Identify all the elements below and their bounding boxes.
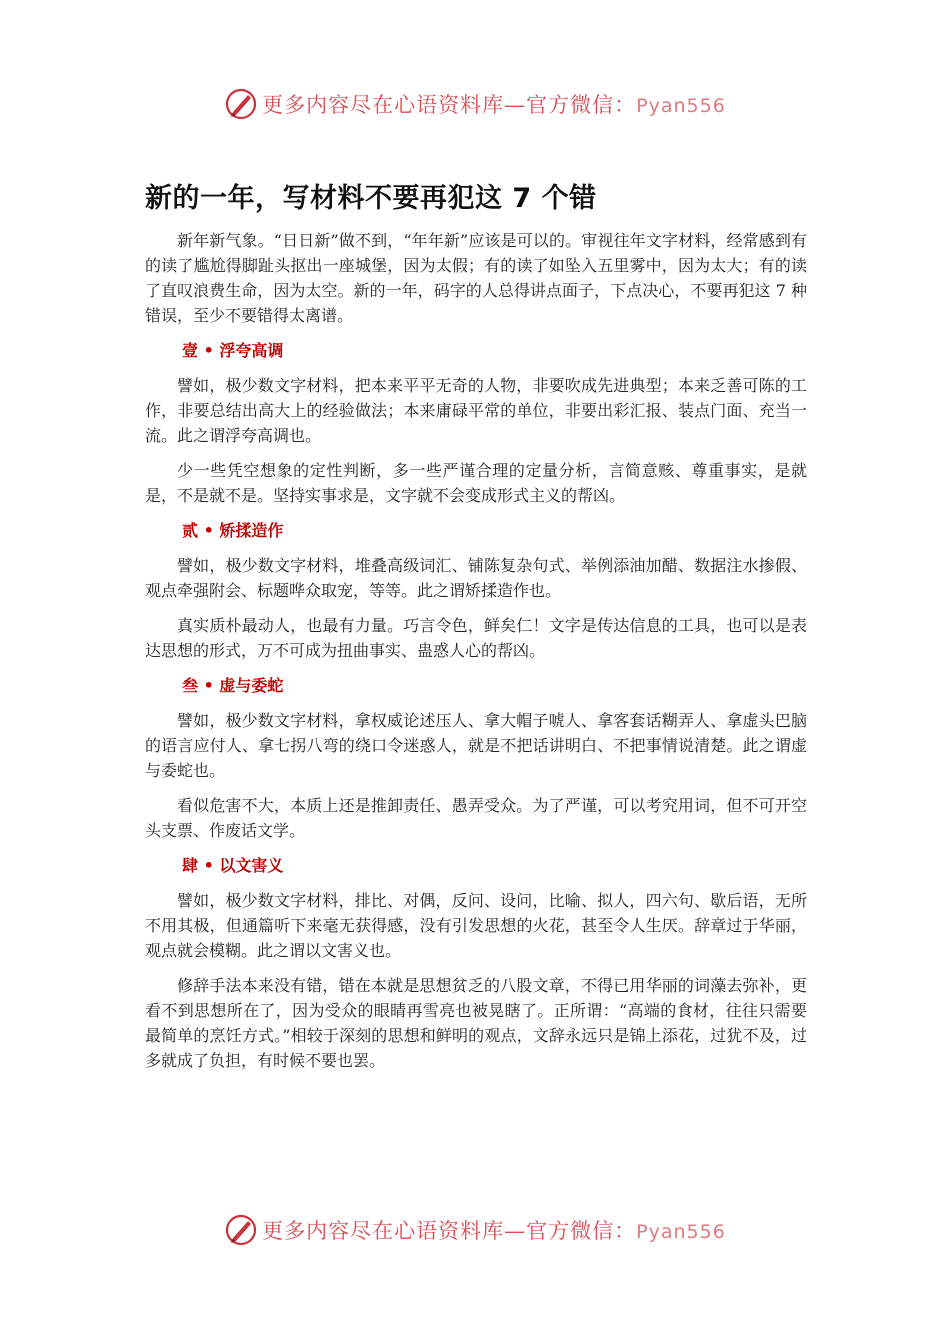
section-1-paragraph-2: 少一些凭空想象的定性判断，多一些严谨合理的定量分析，言简意赅、尊重事实，是就是，不是就不是。坚持实事求是，文字就不会变成形式主义的帮凶。 (145, 461, 807, 505)
banner-text: 更多内容尽在心语资料库—官方微信：Pyan556 (262, 1219, 726, 1243)
banner-text: 更多内容尽在心语资料库—官方微信：Pyan556 (262, 93, 726, 117)
intro-paragraph: 新年新气象。“日日新”做不到，“年年新”应该是可以的。审视往年文字材料，经常感到有的读了尴尬得脚趾头抠出一座城堡，因为太假；有的读了如坠入五里雾中，因为太大；有的读了直叹浪费生命，因为太空。新的一年，码字的人总得讲点面子，下点决心，不要再犯这 7 种错误，至少不要错得太离谱。 (145, 231, 807, 325)
section-3-paragraph-1: 譬如，极少数文字材料，拿权威论述压人、拿大帽子唬人、拿客套话糊弄人、拿虚头巴脑的语言应付人、拿七拐八弯的绕口令迷惑人，就是不把话讲明白、不把事情说清楚。此之谓虚与委蛇也。 (145, 711, 807, 780)
header-banner (0, 82, 950, 126)
pen-logo-icon (224, 87, 258, 121)
pen-logo-icon (224, 1213, 258, 1247)
section-1-paragraph-1: 譬如，极少数文字材料，把本来平平无奇的人物，非要吹成先进典型；本来乏善可陈的工作，非要总结出高大上的经验做法；本来庸碌平常的单位，非要出彩汇报、装点门面、充当一流。此之谓浮夸高调也。 (145, 376, 807, 445)
section-heading-3: 叁 • 虚与委蛇 (182, 676, 284, 695)
section-heading-4: 肆 • 以文害义 (182, 856, 284, 875)
section-heading-1: 壹 • 浮夸高调 (182, 341, 284, 360)
section-4-paragraph-2: 修辞手法本来没有错，错在本就是思想贫乏的八股文章，不得已用华丽的词藻去弥补，更看不到思想所在了，因为受众的眼睛再雪亮也被晃瞎了。正所谓：“高端的食材，往往只需要最简单的烹饪方式。”相较于深刻的思想和鲜明的观点，文辞永远只是锦上添花，过犹不及，过多就成了负担，有时候不要也罢。 (145, 976, 807, 1070)
article-body (145, 228, 807, 1083)
section-heading-2: 贰 • 矫揉造作 (182, 521, 284, 540)
section-4-paragraph-1: 譬如，极少数文字材料，排比、对偶，反问、设问，比喻、拟人，四六句、歇后语，无所不用其极，但通篇听下来毫无获得感，没有引发思想的火花，甚至令人生厌。辞章过于华丽，观点就会模糊。此之谓以文害义也。 (145, 891, 807, 960)
section-2-paragraph-2: 真实质朴最动人，也最有力量。巧言令色，鲜矣仁！文字是传达信息的工具，也可以是表达思想的形式，万不可成为扭曲事实、蛊惑人心的帮凶。 (145, 616, 807, 660)
section-3-paragraph-2: 看似危害不大，本质上还是推卸责任、愚弄受众。为了严谨，可以考究用词，但不可开空头支票、作废话文学。 (145, 796, 807, 840)
section-2-paragraph-1: 譬如，极少数文字材料，堆叠高级词汇、铺陈复杂句式、举例添油加醋、数据注水掺假、观点牵强附会、标题哗众取宠，等等。此之谓矫揉造作也。 (145, 556, 807, 600)
footer-banner (0, 1208, 950, 1252)
article-title: 新的一年，写材料不要再犯这 7 个错 (145, 183, 597, 214)
